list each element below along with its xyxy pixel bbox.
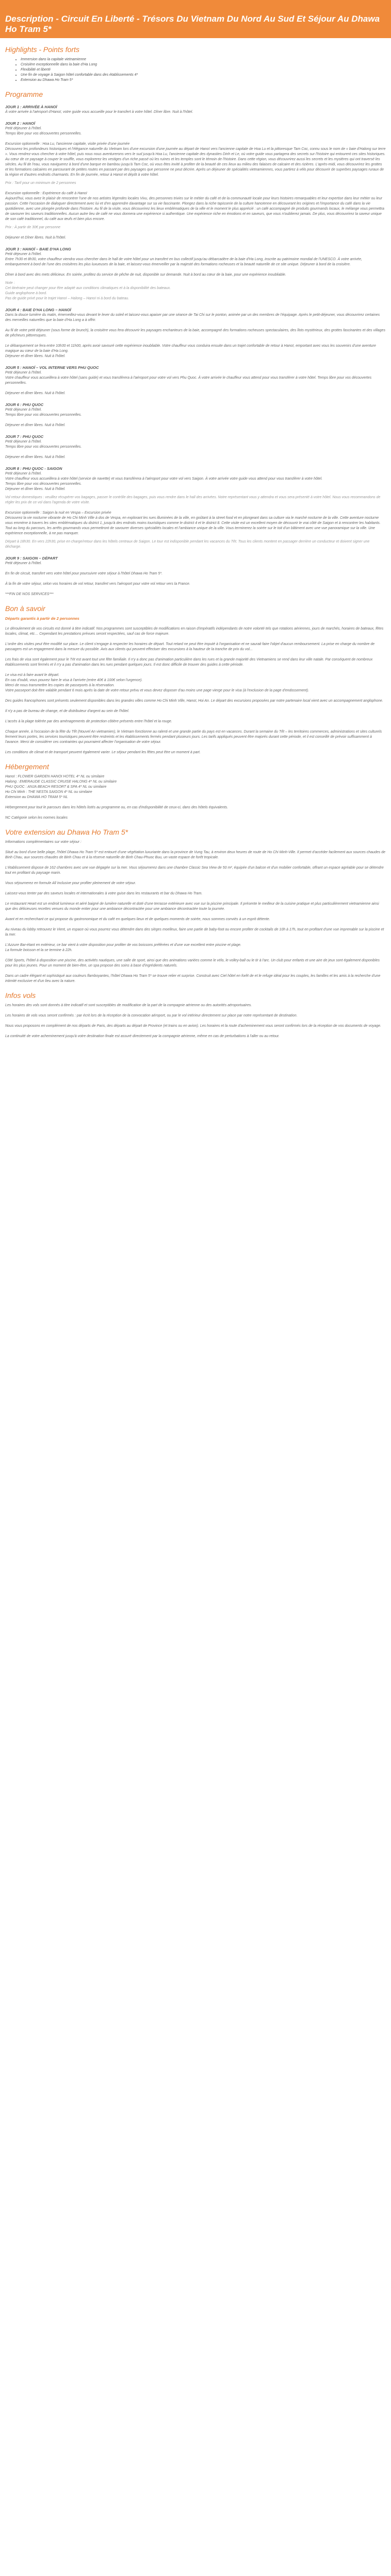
- hotel-line: Ho Chi Minh : THE NESTA SAIGON 4* NL ou similaire: [5, 790, 92, 794]
- day-3-note-3: Pas de guide privé pour le trajet Hanoï – Halong – Hanoï ni à bord du bateau.: [5, 297, 129, 300]
- bon-a-savoir-heading: Bon à savoir: [5, 604, 45, 613]
- day-8-text: Votre chauffeur vous accueillera à votre hôtel (service de navette) et vous transférera à l'aéroport pour votre vol vers Saigon. À votre arrivée votre guide vous attend pour vous transférer à votre hôtel.: [5, 477, 323, 481]
- highlight-item: • Flexibilité et liberté: [21, 67, 386, 73]
- day-2-excursion-1-price: Prix : Tarif pour un minimum de 2 personnes: [5, 181, 76, 185]
- hotel-line: Extension au DHAWA HO TRAM 5* NL: [5, 795, 68, 799]
- day-4-closing: Déjeuner et dîner libres. Nuit à l'hôtel.: [5, 354, 66, 358]
- day-2-title: JOUR 2 : HANOÏ: [5, 121, 35, 126]
- hebergement-para-1: Hébergement pour tout le parcours dans les hôtels listés au programme ou, en cas d'indisponibilité de ceux-ci, dans des hôtels équivalents.: [5, 806, 229, 809]
- hebergement-heading: Hébergement: [5, 762, 49, 771]
- highlight-item: • Une fin de voyage à Saigon hôtel confortable dans des établissements 4*: [21, 73, 386, 78]
- extension-intro: Informations complémentaires sur votre séjour :: [5, 840, 82, 844]
- extension-para: Côté Sports, l'hôtel à disposition une piscine, des activités nautiques, une salle de sport, ainsi que des animations variées comme le vélo, le volley-ball ou le tir à l'arc. Un club pour enfants et une aire de jeux sont également disponibles pour les plus jeunes. Pour un moment de bien-être, un spa propose des soins à base d'ingrédients naturels.: [5, 959, 380, 968]
- highlights-heading: Highlights - Points forts: [5, 45, 79, 54]
- day-4-title: JOUR 4 : BAIE D'HA LONG – HANOÏ: [5, 308, 71, 312]
- day-3-breakfast: Petit déjeuner à l'hôtel.: [5, 252, 42, 256]
- day-2-closing: Déjeuner et Dîner libres. Nuit à l'hôtel.: [5, 236, 67, 240]
- day-1-text: À votre arrivée à l'aéroport d'Hanoï, votre guide vous accueille pour le transfert à votre hôtel. Dîner libre. Nuit à l'hôtel.: [5, 110, 193, 114]
- extension-para: Situé au bord d'une belle plage, l'hôtel Dhawa Ho Tram 5* est entouré d'une végétation luxuriante dans la province de Vung Tau, à environ deux heures de route de Ho Chi Minh-Ville. Il permet d'accéder facilement aux sources chaudes de Binh Chau, aux sources chaudes de Binh Chau et à la réserve naturelle de Binh Chau-Phuoc Buu, un vaste espace de forêt tropicale.: [5, 851, 386, 859]
- bon-a-savoir-subtitle: Départs garantis à partir de 2 personnes: [5, 616, 79, 621]
- day-3-title: JOUR 3 : HANOÏ – BAIE D'HA LONG: [5, 247, 71, 251]
- page-header: [0, 0, 391, 38]
- bon-a-savoir-para: L'accès à la plage tolérée par des aménagements de protection côtière présents entre l'hôtel et la rouge.: [5, 720, 172, 723]
- bon-a-savoir-para: L'ordre des visites peut être modifié sur place. Le client s'engage à respecter les horaires de départ. Tout retard ne peut être imputé à l'organisation et ne saurait faire l'objet d'aucun remboursement. La prise en charge du nombre de passagers est un engagement dans la mesure du possible. Avis aux clients qui peuvent effectuer des excursions à la hauteur de la tranche de prix du vol...: [5, 642, 375, 651]
- day-7-closing: Déjeuner et dîner libres. Nuit à l'hôtel.: [5, 455, 66, 459]
- day-2-breakfast: Petit déjeuner à l'hôtel.: [5, 127, 42, 130]
- extension-para: L'Azzure Bar-étant en extérieur, ce bar vient à votre disposition pour profiter de vos boissons préférées et d'une vue excellent entre piscine et plage.: [5, 943, 241, 947]
- day-3-note-2: Guide anglophone à bord.: [5, 292, 47, 295]
- day-9-text-1: En fin de circuit, transfert vers votre hôtel pour poursuivre votre séjour à l'hôtel Dhawa Ho Tram 5*.: [5, 572, 163, 575]
- extension-para: Laissez-vous tenter par des saveurs locales et internationales à votre guise dans les restaurants et bar du Dhawa Ho Tram.: [5, 892, 203, 895]
- infos-vols-para: La continuité de votre acheminement jusqu'à votre destination finale est assuré directement par la compagnie aérienne, même en cas de perturbations à l'aller ou au retour.: [5, 1035, 280, 1038]
- programme-heading: Programme: [5, 90, 43, 98]
- day-5-closing: Déjeuner et dîner libres. Nuit à l'hôtel.: [5, 392, 66, 395]
- day-8-excursion-title: Excursion optionnelle : Saigon la nuit en Vespa – Excursion privée: [5, 511, 111, 515]
- highlight-item: • Extension au Dhawa Ho Tram 5*: [21, 78, 386, 83]
- bon-a-savoir-para: Il n'y a pas de bureau de change, et de distributeur d'argent au sein de l'hôtel.: [5, 709, 129, 713]
- infos-vols-para: Les horaires de vols vous seront confirmés : par écrit lors de la réception de la convocation aéroport, ou par le vol intérieur directement sur place par notre représentant de destination.: [5, 1014, 298, 1018]
- highlight-item: • Croisière exceptionnelle dans la baie d'Ha Long: [21, 62, 386, 67]
- day-4-text-1: Dans la douce lumière du matin, émerveillez-vous devant le lever du soleil et laissez-vous apaiser par une séance de Tai Chi sur le ponton, animée par un des membres de l'équipage. Après le petit-déjeuner, vous découvrirez certaines des merveilles naturelles que la baie d'Ha Long a à offrir.: [5, 313, 380, 322]
- hebergement-para-2: NC Catégorie selon les normes locales: [5, 816, 68, 820]
- day-2-excursion-2-price: Prix : À partir de 30€ par personne: [5, 226, 61, 229]
- bon-a-savoir-para: Le déroulement de vos circuits est donné à titre indicatif. Nos programmes sont susceptibles de modifications en raison d'impératifs indépendants de notre volonté tels que rotations aériennes, jours de marchés, horaires de bateaux, fêtes locales, climat, etc… Cependant les prestations prévues seront respectées, sauf cas de force majeure.: [5, 627, 384, 636]
- day-6-title: JOUR 6 : PHU QUOC: [5, 402, 44, 407]
- extension-para: Vous séjournerez en formule All Inclusive pour profiter pleinement de votre séjour.: [5, 882, 136, 885]
- infos-vols-heading: Infos vols: [5, 991, 36, 999]
- infos-vols-para: Nous vous proposons en complément de nos départs de Paris, des départs au départ de Province (et trains ou en avion). Les horaires et la route d'acheminement vous seront confirmés lors de la réception de vos documents de voyage.: [5, 1024, 381, 1028]
- hotel-line: Hanoï : FLOWER GARDEN HANOI HOTEL 4* NL ou similaire: [5, 775, 105, 778]
- bon-a-savoir-para: Merci de nous transmettre les copies de passeports à la réservation.: [5, 684, 115, 687]
- day-9-text-2: À la fin de votre séjour, selon vos horaires de vol retour, transfert vers l'aéroport pour votre vol retour vers la France.: [5, 582, 190, 586]
- day-4-text-2: Au fil de votre petit déjeuner (sous forme de brunch), la croisière vous fera découvrir les paysages enchanteurs de la baie, accompagné des formations rocheuses spectaculaires, des îlots mystérieux, des grottes fascinantes et des villages de pêcheurs pittoresques.: [5, 329, 385, 337]
- day-9-breakfast: Petit déjeuner à l'hôtel.: [5, 562, 42, 565]
- day-2-excursion-1-title: Excursion optionnelle : Hoa Lu, l'ancienne capitale, visite privée d'une journée: [5, 142, 130, 146]
- bon-a-savoir-para: Votre passeport doit être valable pendant 6 mois après la date de votre retour prévu et vous devez disposer d'au moins une page vierge pour le visa (à l'exclusion de la page d'endossement).: [5, 689, 309, 692]
- bon-a-savoir-para: Des guides francophones sont présents seulement disponibles dans les grandes villes comme Ho Chi Minh Ville, Hanoï, Hoi An. Le départ des excursions proposées par notre partenaire local vient avec un accompagnement anglophone.: [5, 699, 383, 703]
- day-8-closing: Déjeuner et dîner libres. Nuit à l'hôtel.: [5, 487, 66, 491]
- page-title: Description - Circuit En Liberté - Trésors Du Vietnam Du Nord Au Sud Et Séjour Au Dhawa Ho Tram 5*: [5, 14, 380, 34]
- day-6-free-time: Temps libre pour vos découvertes personnelles.: [5, 413, 82, 417]
- main-content: [0, 45, 391, 1039]
- day-6-closing: Déjeuner et dîner libres. Nuit à l'hôtel.: [5, 423, 66, 427]
- extension-para: La formule boisson et la se termine à 22h.: [5, 948, 73, 952]
- day-9-title: JOUR 9 : SAIGON – DÉPART: [5, 556, 58, 561]
- bon-a-savoir-para: En cas d'oubli, vous pouvez faire le visa à l'arrivée (entre 40€ à 100€ selon l'urgence).: [5, 679, 143, 682]
- bon-a-savoir-para: Chaque année, à l'occasion de la fête du Tết (Nouvel An vietnamien), le Vietnam fonctionne au ralenti et une grande partie du pays est en vacances. Durant la semaine du Tết – les territoires commerces, administrations et sites culturels ferment leurs portes, les services touristiques peuvent être restreints et les établissements fermés pendant plusieurs jours. Les tarifs appliqués peuvent être majorés durant cette période, et il est conseillé de prévoir suffisamment à l'avance. Merci de considérer ces contraintes qui pourraient affecter l'organisation de votre séjour.: [5, 730, 382, 744]
- day-9-end: ***FIN DE NOS SERVICES***: [5, 592, 54, 596]
- day-2-excursion-1-text: Découvrez les profondeurs historiques et l'élégance naturelle du Vietnam lors d'une excursion d'une journée au départ de Hanoï vers l'ancienne capitale de Hoa Lu et la pittoresque Tam Coc, connu sous le nom de « baie d'Halong sur terre ». Vous rendrez-vous chercher à votre hôtel, puis nous nous aventurerons vers le sud jusqu'à Hoa Lu, l'ancienne capitale des dynasties Dinh et Le, où votre guide vous partagera des secrets sur l'histoire qui entourent ces sites historiques. Au cœur de ce paysage à couper le souffle, vous explorerez les vestiges d'un riche passé où les ruines et les temples sont le témoin de l'histoire. Dans cette région, vous découvrirez aussi les secrets et les mystères qui ont traversé les siècles. Au fil de l'eau, vous naviguerez à bord d'une barque en bambou jusqu'à Tam Coc, où vous êtes invité à profiter de la beauté de ces lieux au milieu des falaises de calcaire et des rizières. L'après-midi, vous découvrirez les grottes et les formations calcaires en parcourant de petites routes en passant par des paysages que personne ne peut décrire. Après un déjeuner de spécialités vietnamiennes, vous partirez à vélo pour découvrir de superbes paysages ruraux de la région et d'autres endroits charmants. En fin de journée, retour à Hanoï et dépôt à votre hôtel.: [5, 147, 386, 177]
- extension-para: Au niveau du lobby retrouvez le Vient, un espace où vous pourrez vous détendre dans des sièges moelleux, faire une partie de baby-foot ou encore profiter de cocktails de 10h à 17h, tout en profitant d'une vue imprenable sur la piscine et la mer.: [5, 928, 384, 937]
- day-2-excursion-2-text: Aujourd'hui, vous avez le plaisir de rencontrer l'une de nos artistes légendes locales Vivu, des personnes trivies sur le métier du café et de la communauté locale pour leurs histoires remarquables et leur expertise dans leur métier ou leur passion. Cette l'occasion de dialoguer directement avec lui et d'en apprendre davantage sur sa vie fascinante. Plongez dans la riche tapisserie de la culture hanoïenne en découvrant les origines et l'importance du café dans la vie quotidienne, avec une plongée profonde dans l'histoire. Au fil de la visite, vous découvrirez les lieux emblématiques de la ville et le moment le plus apprécié : un café accompagné de produits gourmands locaux, le mélange vous permettra de savourer les saveurs traditionnelles. Aucun autre lieu de café ne vous donnera une expérience si authentique. Une expérience riche en émotions et en saveurs, que vous n'oublierez jamais. De plus, vous découvrirez la saveur unique de son café traditionnel, du café aux œufs et bien plus encore.: [5, 197, 384, 221]
- day-6-breakfast: Petit déjeuner à l'hôtel.: [5, 408, 42, 412]
- day-8-excursion-price: Départ à 18h30. En vers 22h30, prise en charge/retour dans les hôtels centraux de Saigon. Le tour est indisponible pendant les vacances du Têt. Tous les clients montent en passager derrière un conducteur et doivent signer une décharge.: [5, 540, 370, 549]
- bon-a-savoir-para: Le visa est à faire avant le départ.: [5, 673, 60, 677]
- day-4-text-3: Le débarquement se fera entre 10h30 et 11h00, après avoir savouré cette expérience inoubliable. Votre chauffeur vous conduira ensuite dans un trajet confortable de retour à Hanoï, emportant avec vous les souvenirs d'une aventure magique au cœur de la baie d'Ha Long.: [5, 344, 376, 353]
- day-8-excursion-text: Découvrez la vie nocturne vibrante de Ho Chi Minh Ville à dos de Vespa, en explorant les rues illuminées de la ville, en goûtant à la street food et en plongeant dans sa culture via le marché nocturne de la ville. Cette aventure nocturne vous emmène à travers les sites emblématiques du district 1, jusqu'à des endroits moins touristiques comme le district 4 et le district 8. Cette visite est un excellent moyen de découvrir le vrai côté de Saigon et à rencontrer les habitants. Tout au long du parcours, les arrêts gourmands vous permettront de savourer diverses spécialités locales et l'ambiance unique de la ville. Vous terminerez la soirée sur le toit d'un bâtiment avec une vue panoramique sur la ville. Une expérience exceptionnelle, à ne pas manquer.: [5, 516, 381, 535]
- extension-para: L'établissement dispose de 162 chambres avec une vue dégagée sur la mer. Vous séjournerez dans une chambre Classic Sea View de 50 m², équipée d'un balcon et d'un mobilier confortable, offrant un espace agréable pour se détendre tout en profitant du paysage marin.: [5, 866, 384, 875]
- day-1-title: JOUR 1 : ARRIVÉE À HANOÏ: [5, 105, 57, 109]
- day-3-dinner: Dîner à bord avec des mets délicieux. En soirée, profitez du service de pêche de nuit, disponible sur demande. Nuit à bord au cœur de la baie, pour une expérience inoubliable.: [5, 273, 286, 277]
- day-2-excursion-2-title: Excursion optionnelle : Expérience du café à Hanoï: [5, 192, 87, 195]
- bon-a-savoir-para: Les conditions de climat et de transport peuvent également varier. Le séjour pendant les fêtes peut être un moment à part.: [5, 751, 201, 754]
- day-8-title: JOUR 8 : PHU QUOC - SAIGON: [5, 466, 62, 471]
- extension-para: Le restaurant Heart est un endroit lumineux et aéré baigné de lumière naturelle et doté d'une terrasse extérieure avec vue sur la piscine principale. Il présente le meilleur de la cuisine pratique et plus particulièrement vietnamienne ainsi que des délicieuses recettes venues du monde entier pour une ambiance décontractée pour une ambiance décontractée toute la journée.: [5, 902, 379, 911]
- day-5-breakfast: Petit déjeuner à l'hôtel.: [5, 371, 42, 375]
- extension-heading: Votre extension au Dhawa Ho Tram 5*: [5, 828, 128, 836]
- hotel-line: Halong : EMERAUDE CLASSIC CRUISE HALONG 4* NL ou similaire: [5, 780, 117, 784]
- hotel-line: PHU QUOC : ANJA BEACH RESORT & SPA 4* NL ou similaire: [5, 785, 107, 789]
- day-2-free-time: Temps libre pour vos découvertes personnelles.: [5, 132, 82, 135]
- extension-para: Dans un cadre élégant et sophistiqué aux couleurs flamboyantes, l'hôtel Dhawa Ho Tram 5* se trouve relier et surprise. Construit avec Ciel hôtel en forêt de et le refuge idéal pour les couples, les familles et les amis à la recherche d'une intimité exclusive et d'un lieu avec la nature.: [5, 974, 381, 983]
- highlight-item: • Immersion dans la capitale vietnamienne: [21, 57, 386, 62]
- day-8-breakfast: Petit déjeuner à l'hôtel.: [5, 472, 42, 476]
- day-3-note-title: Note :: [5, 281, 15, 285]
- day-7-title: JOUR 7 : PHU QUOC: [5, 434, 44, 439]
- day-7-breakfast: Petit déjeuner à l'hôtel.: [5, 440, 42, 444]
- bon-a-savoir-para: Les frais de visa sont également pour le Tét est avant tout une fête familiale. Il n'y a donc pas d'animation particulière dans les rues et la grande majorité des Vietnamiens se rend dans leur ville natale. Par conséquent de nombreux établissements sont fermés et il n'y a pas d'animation dans les rues pendant quelques jours. Il est donc difficile de trouver des guides à cette période.: [5, 658, 373, 667]
- day-5-text: Votre chauffeur vous accueillera à votre hôtel (sans guide) et vous transférera à l'aéroport pour votre vol vers Phu Quoc. À votre arrivée le chauffeur vous attend pour vous transférer à votre hôtel. Temps libre pour vos découvertes personnelles.: [5, 376, 372, 385]
- highlights-list: [5, 57, 386, 83]
- infos-vols-para: Les horaires des vols sont donnés à titre indicatif et sont susceptibles de modification de la part de la compagnie aérienne ou des autorités aéroportuaires.: [5, 1004, 252, 1007]
- day-5-title: JOUR 5 : HANOÏ – VOL INTERNE VERS PHU QUOC: [5, 365, 99, 370]
- day-8-free-time: Temps libre pour vos découvertes personnelles.: [5, 482, 82, 486]
- day-3-text: Entre 7h30 et 8h30, votre chauffeur viendra vous chercher dans le hall de votre hôtel pour un transfert en bus collectif jusqu'au débarcadère de la baie d'Ha Long, inscrite au patrimoine mondial de l'UNESCO. À votre arrivée, embarquement à bord de l'une des croisières les plus luxueuses de la baie, et laissez-vous émerveiller par la majesté des formations rocheuses et la beauté naturelle de ce site unique. Déjeuner à bord de la croisière.: [5, 258, 362, 266]
- day-7-free-time: Temps libre pour vos découvertes personnelles.: [5, 445, 82, 449]
- extension-para: Avant et en recherchant ce qui propose du gastronomique et du café en quelques lieux et de quelques moments de soirée, nous sommes conviés à un esprit détente.: [5, 918, 270, 921]
- day-8-note: Vol retour domestiques : veuillez récupérer vos bagages, passer le contrôle des bagages, puis vous rendre dans le hall des arrivées. Notre représentant vous y attendra et vous sera présenté à votre hôtel. Nous vous recommandons de régler les prix de ce vol dans l'agenda de votre visite.: [5, 496, 381, 504]
- day-3-note-1: Cet itinéraire peut changer pour être adapté aux conditions climatiques et à la disponibilité des bateaux.: [5, 286, 171, 290]
